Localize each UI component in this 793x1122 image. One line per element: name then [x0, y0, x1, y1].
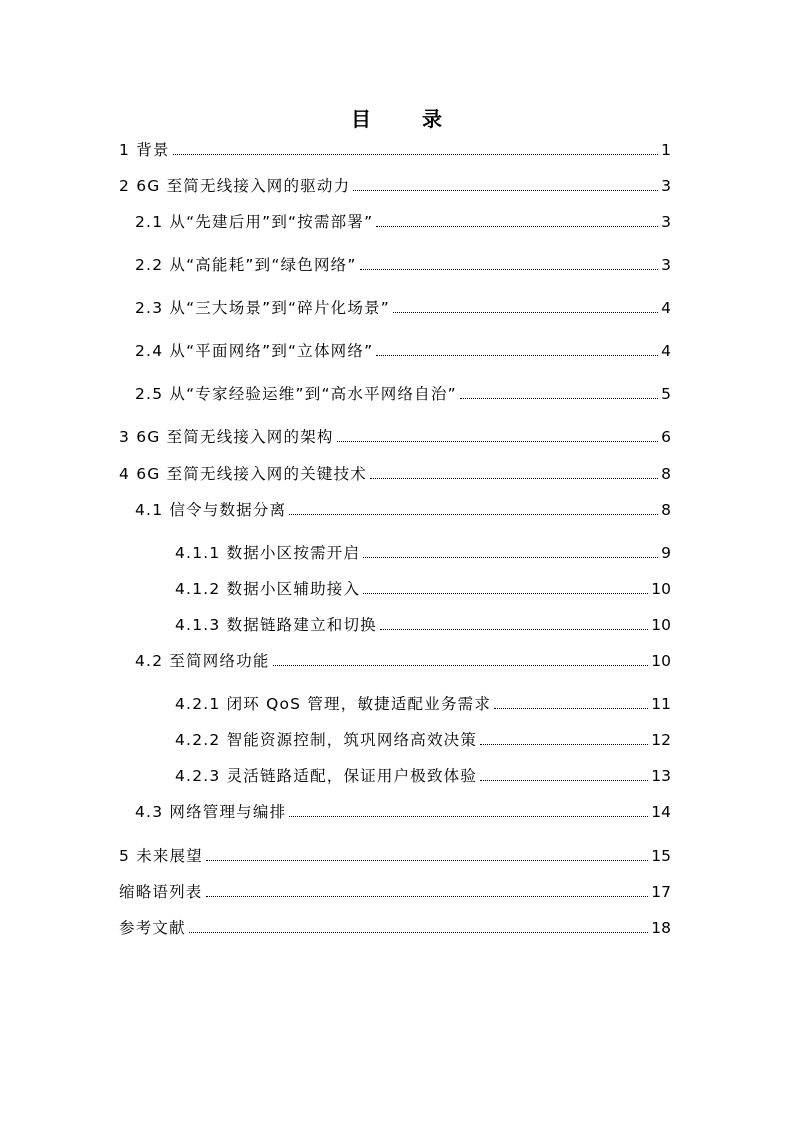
toc-leader [380, 629, 648, 630]
toc-entry-2-1[interactable] [135, 211, 671, 233]
toc-entry-text: 4.3 网络管理与编排 [135, 803, 287, 821]
toc-entry-2-4[interactable] [135, 340, 671, 362]
toc-entry-5[interactable] [119, 845, 671, 867]
toc-entry-4-2-3[interactable] [175, 765, 671, 787]
toc-leader [363, 557, 658, 558]
toc-entry-text: 4.1.1 数据小区按需开启 [175, 544, 361, 562]
toc-entry-text: 2.2 从“高能耗”到“绿色网络” [135, 256, 357, 274]
toc-page-number: 13 [651, 767, 671, 785]
toc-entry-text: 2 6G 至简无线接入网的驱动力 [119, 177, 351, 195]
toc-page-number: 3 [661, 213, 671, 231]
toc-page-number: 1 [661, 141, 671, 159]
toc-page-number: 14 [651, 803, 671, 821]
toc-leader [289, 514, 658, 515]
toc-entry-text: 4.2.3 灵活链路适配，保证用户极致体验 [175, 767, 478, 785]
toc-entry-text: 4.2.2 智能资源控制，筑巩网络高效决策 [175, 731, 478, 749]
toc-page-number: 4 [661, 342, 671, 360]
toc-entry-text: 2.4 从“平面网络”到“立体网络” [135, 342, 374, 360]
toc-title: 目 录 [351, 107, 464, 131]
toc-entry-text: 4.1.3 数据链路建立和切换 [175, 616, 377, 634]
toc-page-number: 6 [661, 428, 671, 446]
toc-entry-text: 参考文献 [119, 919, 186, 937]
toc-leader [376, 355, 658, 356]
toc-page-number: 8 [661, 465, 671, 483]
toc-entry-2-3[interactable] [135, 297, 671, 319]
toc-entry-4-1-1[interactable] [175, 542, 671, 564]
toc-entry-text: 4 6G 至简无线接入网的关键技术 [119, 465, 367, 483]
toc-entry-text: 4.1 信令与数据分离 [135, 501, 287, 519]
toc-entry-text: 4.2 至简网络功能 [135, 652, 270, 670]
toc-entry-1[interactable] [119, 139, 671, 161]
toc-leader [353, 190, 658, 191]
toc-page-number: 5 [661, 385, 671, 403]
toc-page-number: 4 [661, 299, 671, 317]
toc-entry-text: 4.2.1 闭环 QoS 管理，敏捷适配业务需求 [175, 695, 492, 713]
toc-leader [494, 708, 648, 709]
toc-entry-text: 1 背景 [119, 141, 170, 159]
toc-entry-4-1-2[interactable] [175, 578, 671, 600]
toc-entry-2-5[interactable] [135, 383, 671, 405]
toc-leader [173, 154, 659, 155]
toc-leader [206, 896, 649, 897]
toc-entry-references[interactable] [119, 917, 671, 939]
toc-leader [273, 665, 649, 666]
toc-entry-text: 4.1.2 数据小区辅助接入 [175, 580, 361, 598]
toc-leader [189, 932, 648, 933]
toc-leader [393, 312, 658, 313]
toc-entry-4-2[interactable] [135, 650, 671, 672]
toc-page-number: 9 [661, 544, 671, 562]
toc-leader [370, 478, 658, 479]
toc-page-number: 10 [651, 616, 671, 634]
toc-entry-4-1-3[interactable] [175, 614, 671, 636]
toc-entry-2[interactable] [119, 175, 671, 197]
toc-leader [376, 226, 658, 227]
toc-entry-3[interactable] [119, 426, 671, 448]
toc-page-number: 12 [651, 731, 671, 749]
toc-page-number: 17 [651, 883, 671, 901]
toc-entry-abbreviations[interactable] [119, 881, 671, 903]
toc-page-number: 3 [661, 256, 671, 274]
toc-entry-text: 2.5 从“专家经验运维”到“高水平网络自治” [135, 385, 457, 403]
toc-entry-text: 缩略语列表 [119, 883, 203, 901]
toc-entry-4-3[interactable] [135, 801, 671, 823]
toc-leader [460, 398, 658, 399]
toc-page-number: 8 [661, 501, 671, 519]
toc-page-number: 3 [661, 177, 671, 195]
toc-leader [363, 593, 648, 594]
toc-page-number: 10 [651, 652, 671, 670]
toc-leader [337, 441, 659, 442]
toc-entry-text: 3 6G 至简无线接入网的架构 [119, 428, 334, 446]
toc-page-number: 18 [651, 919, 671, 937]
toc-entry-2-2[interactable] [135, 254, 671, 276]
toc-entry-text: 2.1 从“先建后用”到“按需部署” [135, 213, 374, 231]
toc-leader [480, 744, 648, 745]
toc-page-number: 10 [651, 580, 671, 598]
toc-leader [360, 269, 659, 270]
toc-entry-4[interactable] [119, 463, 671, 485]
toc-leader [289, 816, 648, 817]
toc-page-number: 15 [651, 847, 671, 865]
toc-entry-text: 5 未来展望 [119, 847, 203, 865]
toc-entry-4-2-1[interactable] [175, 693, 671, 715]
toc-page-number: 11 [651, 695, 671, 713]
toc-entry-4-1[interactable] [135, 499, 671, 521]
toc-leader [480, 780, 648, 781]
toc-leader [206, 860, 648, 861]
toc-entry-4-2-2[interactable] [175, 729, 671, 751]
toc-entry-text: 2.3 从“三大场景”到“碎片化场景” [135, 299, 390, 317]
